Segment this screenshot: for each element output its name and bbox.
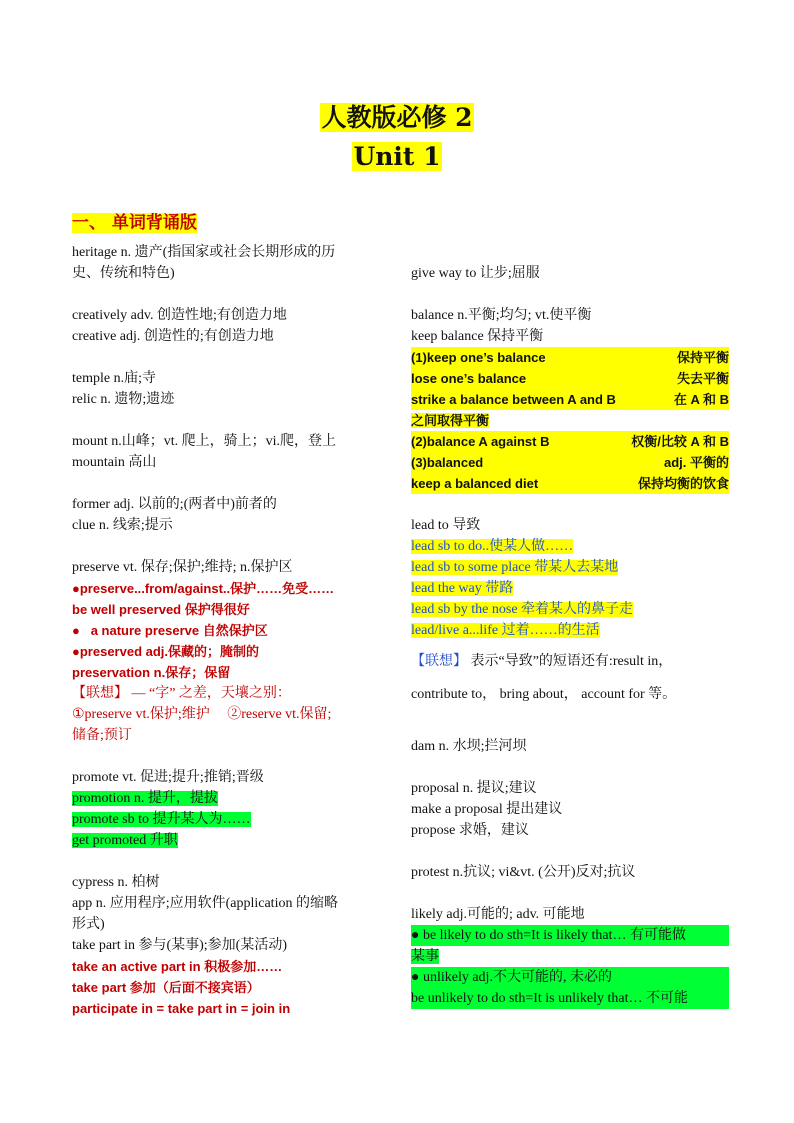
phrase-balanced-diet: keep a balanced diet 保持均衡的饮食 [411, 473, 729, 494]
entry-propose: propose 求婚，建议 [411, 823, 529, 838]
entry-likely: likely adj.可能的; adv. 可能地 [411, 907, 585, 922]
entry-mountain: mountain 高山 [72, 455, 157, 470]
phrase-preservation: preservation n.保存；保留 [72, 665, 231, 680]
right-column [411, 263, 729, 1009]
entry-creatively: creatively adv. 创造性地;有创造力地 [72, 308, 287, 323]
phrase-balanced: (3)balanced adj. 平衡的 [411, 452, 729, 473]
entry-heritage: heritage n. 遗产(指国家或社会长期形成的历 [72, 245, 336, 260]
phrase-lose-balance: lose one’s balance 失去平衡 [411, 368, 729, 389]
page-title: 人教版必修 2 [321, 103, 473, 132]
association-pair: ①preserve vt.保护;维护 ②reserve vt.保留; [72, 707, 332, 722]
entry-dam: dam n. 水坝;拦河坝 [411, 739, 527, 754]
phrase-preserved: ●preserved adj.保藏的；腌制的 [72, 644, 260, 659]
entry-give-way: give way to 让步;屈服 [411, 266, 540, 281]
entry-proposal: proposal n. 提议;建议 [411, 781, 537, 796]
entry-clue: clue n. 线索;提示 [72, 518, 173, 533]
phrase-unlikely: ● unlikely adj.不大可能的, 未必的 [411, 967, 729, 988]
phrase-be-likely: ● be likely to do sth=It is likely that… 有可能做 [411, 925, 729, 946]
association-note-lead: 【联想】 表示“导致”的短语还有:result in， [411, 654, 673, 669]
association-note: 【联想】 — “字” 之差，天壤之别： [72, 686, 291, 701]
entry-take-part: take part in 参与(某事);参加(某活动) [72, 938, 288, 953]
phrase-be-unlikely: be unlikely to do sth=It is unlikely that… 不可能 [411, 988, 729, 1009]
entry-preserve: preserve vt. 保存;保护;维持; n.保护区 [72, 560, 293, 575]
entry-former: former adj. 以前的;(两者中)前者的 [72, 497, 277, 512]
phrase-be-likely-cont: 某事 [411, 949, 439, 964]
entry-heritage-cont: 史、传统和特色) [72, 266, 175, 281]
entry-creative: creative adj. 创造性的;有创造力地 [72, 329, 274, 344]
phrase-well-preserved: be well preserved 保护得很好 [72, 602, 250, 617]
phrase-balance-against: (2)balance A against B 权衡/比较 A 和 B [411, 431, 729, 452]
entry-promote: promote vt. 促进;提升;推销;晋级 [72, 770, 264, 785]
entry-app: app n. 应用程序;应用软件(application 的缩略 [72, 896, 338, 911]
phrase-nature-preserve: ● a nature preserve 自然保护区 [72, 623, 268, 638]
phrase-participate: participate in = take part in = join in [72, 1001, 291, 1016]
bullet-icon: ● [72, 644, 80, 659]
phrase-promotion: promotion n. 提升，提拔 [72, 791, 218, 806]
phrase-get-promoted: get promoted 升职 [72, 833, 178, 848]
bullet-icon: ● [72, 623, 80, 638]
section-heading: 一、 单词背诵版 [72, 213, 197, 233]
unit-title: Unit 1 [353, 142, 441, 171]
phrase-strike-balance: strike a balance between A and B 在 A 和 B [411, 389, 729, 410]
phrase-preserve-from: ●preserve...from/against..保护……免受…… [72, 581, 335, 596]
entry-temple: temple n.庙;寺 [72, 371, 156, 386]
entry-balance: balance n.平衡;均匀; vt.使平衡 [411, 308, 592, 323]
bullet-icon: ● [72, 581, 80, 596]
entry-mount: mount n.山峰；vt. 爬上，骑上；vi.爬，登上 [72, 434, 337, 449]
entry-cypress: cypress n. 柏树 [72, 875, 160, 890]
phrase-keep-ones-balance: (1)keep one’s balance 保持平衡 [411, 347, 729, 368]
phrase-take-part: take part 参加（后面不接宾语） [72, 980, 260, 995]
phrase-promote-sb: promote sb to 提升某人为…… [72, 812, 251, 827]
entry-app-cont: 形式) [72, 917, 105, 932]
entry-keep-balance: keep balance 保持平衡 [411, 329, 544, 344]
association-pair-cont: 储备;预订 [72, 728, 132, 743]
association-note-lead-cont: contribute to， bring about， account for 等。 [411, 687, 677, 702]
phrase-lead-life: lead/live a...life 过着……的生活 [411, 623, 600, 638]
phrase-lead-sb-place: lead sb to some place 带某人去某地 [411, 560, 619, 575]
phrase-lead-nose: lead sb by the nose 牵着某人的鼻子走 [411, 602, 634, 617]
entry-lead-to: lead to 导致 [411, 518, 481, 533]
entry-make-proposal: make a proposal 提出建议 [411, 802, 563, 817]
phrase-lead-sb-do: lead sb to do..使某人做…… [411, 539, 574, 554]
entry-relic: relic n. 遗物;遗迹 [72, 392, 175, 407]
phrase-lead-way: lead the way 带路 [411, 581, 514, 596]
entry-protest: protest n.抗议; vi&vt. (公开)反对;抗议 [411, 865, 636, 880]
phrase-active-part: take an active part in 积极参加…… [72, 959, 283, 974]
left-column [72, 242, 388, 1019]
phrase-strike-balance-cont: 之间取得平衡 [411, 413, 490, 428]
